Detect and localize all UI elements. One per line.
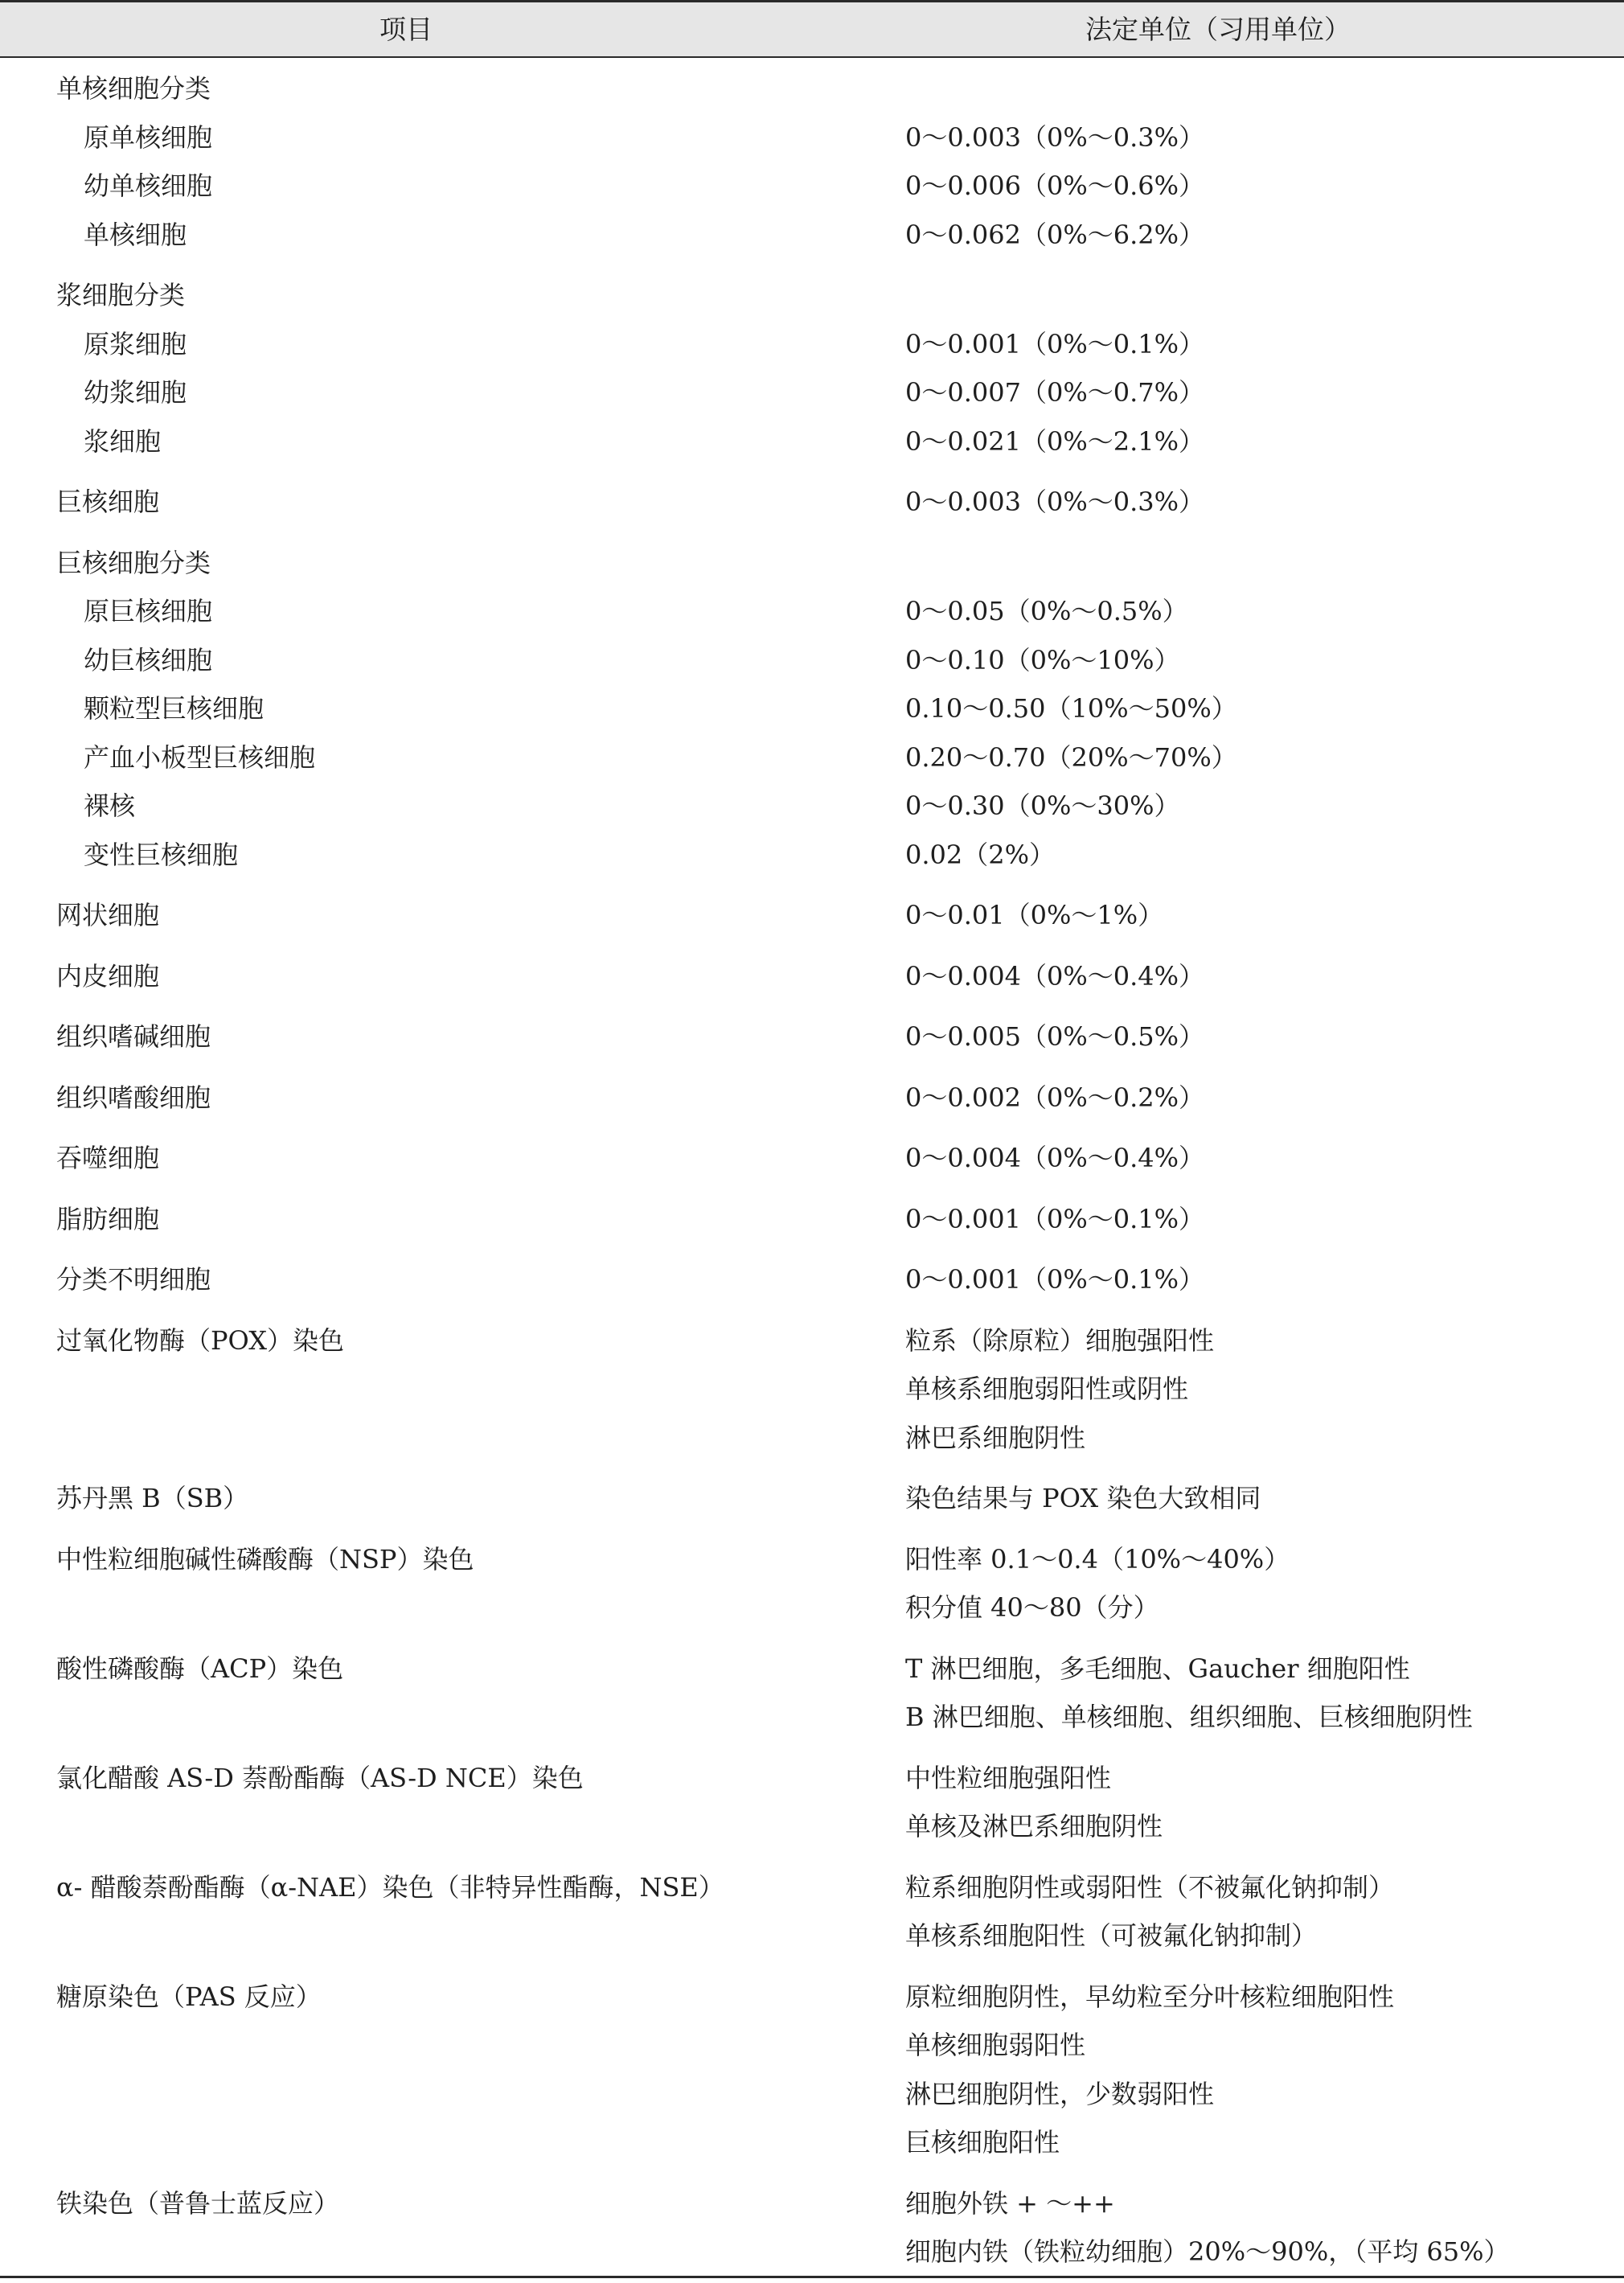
table-row — [0, 587, 1624, 636]
row-item — [56, 891, 159, 940]
row-value-line: 淋巴细胞阴性，少数弱阳性 — [905, 2078, 1215, 2109]
row-item-text: 产血小板型巨核细胞 — [84, 741, 316, 773]
table-row — [0, 1012, 1624, 1061]
row-item-text: 糖原染色（PAS 反应） — [56, 1981, 322, 2012]
row-value-line: 单核及淋巴系细胞阴性 — [905, 1811, 1163, 1842]
row-value — [905, 162, 1204, 211]
row-value — [905, 478, 1204, 527]
row-value-line: 0～0.062（0%～6.2%） — [905, 219, 1205, 250]
table-header — [0, 0, 1624, 58]
row-item-text: 过氧化物酶（POX）染色 — [56, 1324, 344, 1356]
row-item — [56, 1074, 211, 1123]
table-row — [0, 1255, 1624, 1304]
table-row — [0, 417, 1624, 466]
row-value-line: 0～0.005（0%～0.5%） — [905, 1021, 1205, 1052]
row-item-text: 分类不明细胞 — [56, 1264, 211, 1295]
row-item-text: 组织嗜酸细胞 — [56, 1082, 211, 1113]
row-item-text: 裸核 — [84, 790, 136, 821]
table-row — [0, 64, 1624, 113]
row-item-text: 幼单核细胞 — [84, 170, 213, 201]
row-value — [905, 1074, 1204, 1123]
row-value-line: 0～0.003（0%～0.3%） — [905, 487, 1205, 517]
row-item — [56, 64, 211, 113]
table-row — [0, 1973, 1624, 2167]
row-value-line: 0～0.30（0%～30%） — [905, 790, 1180, 821]
row-value-line: 0.02（2%） — [905, 839, 1056, 870]
row-item-text: 原浆细胞 — [84, 328, 187, 359]
row-value-line: 0～0.006（0%～0.6%） — [905, 170, 1205, 201]
row-value-line: 中性粒细胞强阳性 — [905, 1762, 1112, 1793]
row-item — [56, 1754, 584, 1803]
row-value-line: 0～0.01（0%～1%） — [905, 900, 1164, 930]
row-item-text: 幼浆细胞 — [84, 377, 187, 408]
row-item — [56, 1535, 474, 1584]
row-value-line: 0.10～0.50（10%～50%） — [905, 693, 1237, 724]
row-value — [905, 1134, 1204, 1183]
row-value-line: 0～0.001（0%～0.1%） — [905, 1203, 1205, 1234]
row-value — [905, 1754, 1163, 1851]
row-value — [905, 831, 1055, 880]
row-item — [56, 1474, 248, 1523]
row-item-text: 氯化醋酸 AS-D 萘酚酯酶（AS-D NCE）染色 — [56, 1762, 584, 1793]
row-value-line: 粒系（除原粒）细胞强阳性 — [905, 1324, 1215, 1356]
row-value — [905, 684, 1237, 733]
row-item — [56, 1863, 724, 1912]
row-item — [56, 478, 159, 527]
table-row — [0, 2179, 1624, 2277]
row-value — [905, 952, 1204, 1001]
row-item — [56, 2179, 339, 2228]
table-row — [0, 539, 1624, 588]
row-item-text: 巨核细胞分类 — [56, 547, 211, 578]
row-value-line: 0～0.001（0%～0.1%） — [905, 1264, 1205, 1295]
row-value-line: 阳性率 0.1～0.4（10%～40%） — [905, 1543, 1290, 1575]
table-row — [0, 1754, 1624, 1851]
row-item — [84, 733, 315, 782]
row-value — [905, 211, 1204, 260]
row-value — [905, 1012, 1204, 1061]
row-item — [56, 1012, 211, 1061]
row-value — [905, 1474, 1261, 1523]
table-row — [0, 1474, 1624, 1523]
row-value-line: 原粒细胞阴性，早幼粒至分叶核粒细胞阳性 — [905, 1981, 1395, 2012]
row-item-text: 吞噬细胞 — [56, 1143, 160, 1173]
row-item-text: 酸性磷酸酶（ACP）染色 — [56, 1653, 344, 1684]
row-value-line: 0～0.007（0%～0.7%） — [905, 377, 1205, 408]
header-unit: 法定单位（习用单位） — [1085, 14, 1351, 45]
row-value — [905, 1255, 1204, 1304]
row-item-text: 铁染色（普鲁士蓝反应） — [56, 2187, 340, 2219]
row-item — [84, 684, 264, 733]
row-value-line: 细胞内铁（铁粒幼细胞）20%～90%，（平均 65%） — [905, 2236, 1510, 2267]
row-value-line: 0～0.10（0%～10%） — [905, 644, 1180, 675]
table-row — [0, 1134, 1624, 1183]
row-value-line: 积分值 40～80（分） — [905, 1592, 1159, 1623]
row-item-text: α- 醋酸萘酚酯酶（α-NAE）染色（非特异性酯酶，NSE） — [56, 1871, 724, 1903]
row-value — [905, 1863, 1394, 1961]
row-value-line: 0～0.05（0%～0.5%） — [905, 596, 1188, 626]
table-row — [0, 113, 1624, 162]
row-item — [84, 831, 238, 880]
row-value-line: 0～0.002（0%～0.2%） — [905, 1082, 1205, 1113]
row-value-line: B 淋巴细胞、单核细胞、组织细胞、巨核细胞阴性 — [905, 1702, 1473, 1732]
table-row — [0, 891, 1624, 940]
row-item-text: 巨核细胞 — [56, 487, 160, 517]
table-row — [0, 733, 1624, 782]
row-value — [905, 2179, 1510, 2277]
table-row — [0, 1195, 1624, 1244]
row-value-line: 染色结果与 POX 染色大致相同 — [905, 1483, 1261, 1513]
header-item: 项目 — [379, 14, 433, 45]
row-item-text: 原单核细胞 — [84, 121, 213, 153]
row-item-text: 浆细胞 — [84, 425, 162, 457]
table-row — [0, 1863, 1624, 1961]
row-value — [905, 417, 1204, 466]
row-item — [84, 587, 212, 636]
row-value — [905, 368, 1204, 417]
row-value — [905, 733, 1237, 782]
row-item — [56, 1644, 343, 1694]
table-row — [0, 684, 1624, 733]
row-value — [905, 891, 1163, 940]
table-row — [0, 478, 1624, 527]
row-item-text: 网状细胞 — [56, 900, 160, 930]
row-item — [56, 1316, 344, 1365]
row-item — [56, 952, 159, 1001]
row-value — [905, 587, 1188, 636]
row-value-line: 0～0.001（0%～0.1%） — [905, 328, 1205, 359]
row-value — [905, 1195, 1204, 1244]
table-row — [0, 368, 1624, 417]
bottom-rule — [0, 2276, 1624, 2278]
row-item — [84, 417, 161, 466]
row-item — [84, 113, 212, 162]
row-item — [56, 1973, 322, 2022]
row-value-line: 单核系细胞阳性（可被氟化钠抑制） — [905, 1920, 1318, 1951]
row-item — [84, 368, 187, 417]
table-row — [0, 1644, 1624, 1742]
table-row — [0, 636, 1624, 685]
row-value-line: 巨核细胞阳性 — [905, 2127, 1060, 2158]
row-value-line: 0～0.003（0%～0.3%） — [905, 121, 1205, 153]
row-value-line: T 淋巴细胞，多毛细胞、Gaucher 细胞阳性 — [905, 1653, 1410, 1684]
row-item-text: 组织嗜碱细胞 — [56, 1021, 211, 1052]
row-item — [84, 211, 187, 260]
table-row — [0, 782, 1624, 831]
row-item — [84, 162, 212, 211]
row-item — [56, 271, 185, 320]
row-item-text: 浆细胞分类 — [56, 280, 186, 310]
row-item-text: 单核细胞分类 — [56, 73, 211, 104]
row-item-text: 变性巨核细胞 — [84, 839, 239, 870]
row-item — [84, 636, 212, 685]
row-value-line: 细胞外铁 + ～++ — [905, 2187, 1115, 2219]
row-value-line: 单核细胞弱阳性 — [905, 2030, 1086, 2060]
table-row — [0, 211, 1624, 260]
table-row — [0, 952, 1624, 1001]
row-value — [905, 782, 1180, 831]
row-value — [905, 320, 1204, 369]
row-item-text: 内皮细胞 — [56, 960, 160, 992]
table-row — [0, 831, 1624, 880]
row-item — [84, 782, 135, 831]
table-row — [0, 320, 1624, 369]
row-item-text: 中性粒细胞碱性磷酸酶（NSP）染色 — [56, 1543, 474, 1575]
row-value-line: 0～0.021（0%～2.1%） — [905, 425, 1205, 457]
table-row — [0, 1535, 1624, 1632]
row-value — [905, 113, 1204, 162]
row-value-line: 0～0.004（0%～0.4%） — [905, 960, 1205, 992]
row-value-line: 0.20～0.70（20%～70%） — [905, 741, 1237, 773]
row-item-text: 脂肪细胞 — [56, 1203, 160, 1234]
table-row — [0, 1074, 1624, 1123]
row-item-text: 原巨核细胞 — [84, 596, 213, 626]
table-row — [0, 1316, 1624, 1463]
row-item-text: 苏丹黑 B（SB） — [56, 1483, 249, 1513]
row-value — [905, 1535, 1290, 1632]
row-item — [56, 539, 211, 588]
table-row — [0, 271, 1624, 320]
row-value — [905, 1316, 1214, 1463]
row-value-line: 粒系细胞阴性或弱阳性（不被氟化钠抑制） — [905, 1871, 1395, 1903]
row-value — [905, 636, 1180, 685]
row-value-line: 0～0.004（0%～0.4%） — [905, 1143, 1205, 1173]
row-item — [56, 1255, 211, 1304]
row-value — [905, 1644, 1473, 1742]
row-item-text: 单核细胞 — [84, 219, 187, 250]
row-item — [56, 1195, 159, 1244]
row-item — [56, 1134, 159, 1183]
row-item — [84, 320, 187, 369]
row-item-text: 颗粒型巨核细胞 — [84, 693, 265, 724]
row-value-line: 单核系细胞弱阳性或阴性 — [905, 1373, 1189, 1404]
row-item-text: 幼巨核细胞 — [84, 644, 213, 675]
table-row — [0, 162, 1624, 211]
row-value — [905, 1973, 1394, 2167]
row-value-line: 淋巴系细胞阴性 — [905, 1422, 1086, 1453]
